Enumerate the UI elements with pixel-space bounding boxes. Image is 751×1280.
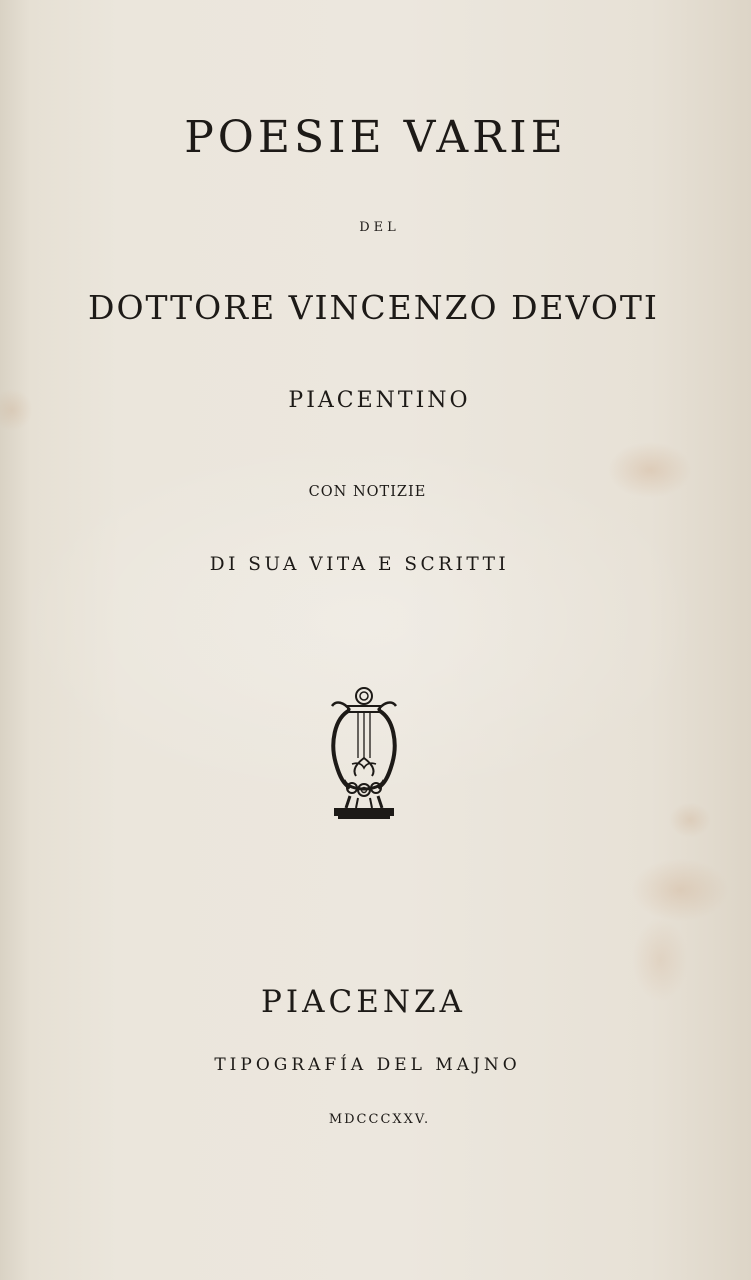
- author-origin: PIACENTINO: [288, 388, 471, 413]
- publication-year: MDCCCXXV.: [328, 1112, 431, 1127]
- connector-text: DEL: [359, 220, 400, 235]
- subtitle-line-2: DI SUA VITA E SCRITTI: [209, 554, 510, 575]
- publication-city: PIACENZA: [261, 984, 466, 1020]
- subtitle-line-1: CON NOTIZIE: [308, 484, 427, 500]
- author-name: DOTTORE VINCENZO DEVOTI: [88, 288, 659, 327]
- printer-name: TIPOGRAFÍA DEL MAJNO: [214, 1055, 521, 1075]
- book-title: POESIE VARIE: [184, 112, 567, 163]
- lyre-icon: [322, 684, 406, 824]
